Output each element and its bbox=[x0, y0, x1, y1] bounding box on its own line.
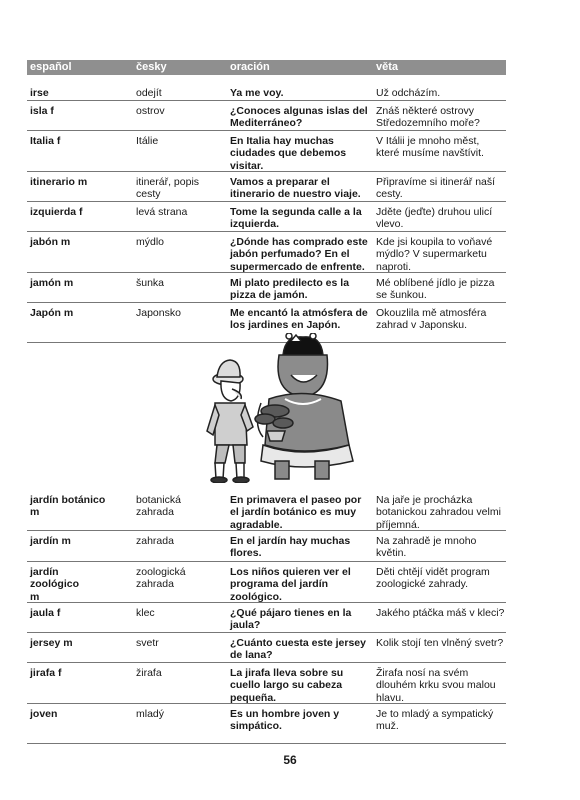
spanish-sentence bbox=[227, 176, 370, 201]
spanish-sentence-line: zoológico. bbox=[230, 590, 282, 603]
spanish-sentence-line: simpático. bbox=[230, 720, 282, 733]
spanish-term-line: Japón m bbox=[30, 307, 74, 319]
spanish-sentence bbox=[227, 607, 370, 632]
spanish-sentence-line: supermercado de enfrente. bbox=[230, 260, 365, 273]
table-row bbox=[27, 202, 506, 232]
czech-sentence-line: Znáš některé ostrovy bbox=[376, 105, 475, 117]
czech-translation bbox=[133, 87, 221, 99]
spanish-sentence-line: ciudades que debemos bbox=[230, 147, 347, 160]
czech-sentence bbox=[373, 637, 506, 649]
czech-translation bbox=[133, 206, 221, 218]
spanish-term-line: izquierda f bbox=[30, 206, 83, 218]
spanish-sentence-line: En Italia hay muchas bbox=[230, 135, 334, 147]
spanish-sentence bbox=[227, 637, 370, 662]
table-row bbox=[27, 131, 506, 172]
spanish-sentence bbox=[227, 566, 370, 603]
czech-sentence bbox=[373, 667, 506, 704]
table-row bbox=[27, 663, 506, 704]
table-row bbox=[27, 232, 506, 273]
spanish-sentence-line: jabón perfumado? En el bbox=[230, 248, 350, 261]
czech-translation bbox=[133, 277, 221, 289]
spanish-sentence bbox=[227, 535, 370, 560]
spanish-sentence-line: pequeña. bbox=[230, 691, 277, 704]
table-row bbox=[27, 273, 506, 303]
czech-translation bbox=[133, 535, 221, 547]
spanish-term-line: m bbox=[30, 506, 40, 519]
czech-sentence bbox=[373, 494, 506, 531]
table-row bbox=[27, 101, 506, 131]
czech-translation-line: mýdlo bbox=[136, 236, 165, 248]
spanish-term-line: jardín zoológico bbox=[30, 566, 79, 591]
czech-translation-line: odejít bbox=[136, 87, 162, 99]
spanish-term bbox=[27, 236, 108, 248]
spanish-term bbox=[27, 607, 108, 619]
spanish-sentence-line: cuello largo su cabeza bbox=[230, 679, 343, 692]
czech-translation-line: zahrada bbox=[136, 578, 174, 591]
table-row bbox=[27, 172, 506, 202]
spanish-sentence-line: Tome la segunda calle a la bbox=[230, 206, 362, 218]
czech-translation-line: šunka bbox=[136, 277, 165, 289]
czech-translation bbox=[133, 494, 221, 519]
czech-translation-line: botanická bbox=[136, 494, 181, 506]
spanish-sentence-line: agradable. bbox=[230, 518, 283, 531]
spanish-term bbox=[27, 307, 108, 319]
spanish-sentence-line: Mediterráneo? bbox=[230, 117, 303, 130]
czech-sentence-line: Mé oblíbené jídlo je pizza bbox=[376, 277, 495, 289]
czech-translation bbox=[133, 105, 221, 117]
spanish-sentence-line: ¿Qué pájaro tienes en la bbox=[230, 607, 352, 619]
row-divider bbox=[27, 743, 506, 744]
spanish-term bbox=[27, 87, 108, 99]
czech-sentence bbox=[373, 277, 506, 302]
czech-sentence-line: Středozemního moře? bbox=[376, 117, 480, 130]
czech-sentence bbox=[373, 236, 506, 273]
spanish-term bbox=[27, 135, 108, 147]
czech-translation bbox=[133, 607, 221, 619]
explorer-and-native-illustration bbox=[203, 333, 363, 483]
czech-translation-line: Itálie bbox=[136, 135, 159, 147]
spanish-sentence-line: ¿Dónde has comprado este bbox=[230, 236, 368, 248]
czech-translation bbox=[133, 708, 221, 720]
czech-sentence bbox=[373, 176, 506, 201]
czech-sentence-line: zahrad v Japonsku. bbox=[376, 319, 468, 332]
table-row bbox=[27, 633, 506, 663]
spanish-sentence-line: ¿Conoces algunas islas del bbox=[230, 105, 368, 117]
czech-sentence-line: V Itálii je mnoho měst, bbox=[376, 135, 480, 147]
czech-translation bbox=[133, 307, 221, 319]
table-row bbox=[27, 83, 506, 101]
spanish-term bbox=[27, 494, 108, 519]
spanish-sentence-line: Mi plato predilecto es la bbox=[230, 277, 350, 289]
czech-sentence-line: cesty. bbox=[376, 188, 403, 201]
czech-sentence bbox=[373, 566, 506, 591]
czech-translation-line: svetr bbox=[136, 637, 159, 649]
spanish-term bbox=[27, 667, 108, 679]
spanish-sentence bbox=[227, 708, 370, 733]
czech-translation-line: zoologická bbox=[136, 566, 186, 578]
czech-sentence bbox=[373, 535, 506, 560]
czech-sentence-line: se šunkou. bbox=[376, 289, 427, 302]
czech-translation-line: Japonsko bbox=[136, 307, 181, 319]
spanish-sentence bbox=[227, 87, 370, 99]
spanish-term-line: jersey m bbox=[30, 637, 73, 649]
czech-sentence-line: Připravíme si itinerář naší bbox=[376, 176, 496, 188]
spanish-sentence bbox=[227, 105, 370, 130]
spanish-sentence bbox=[227, 667, 370, 704]
czech-sentence-line: Jakého ptáčka máš v kleci? bbox=[376, 607, 505, 619]
czech-sentence-line: Na zahradě je mnoho bbox=[376, 535, 477, 547]
spanish-sentence-line: En el jardín hay muchas bbox=[230, 535, 351, 547]
header-czech: česky bbox=[136, 61, 167, 73]
spanish-term-line: irse bbox=[30, 87, 49, 99]
czech-sentence-line: dlouhém krku svou malou bbox=[376, 679, 496, 692]
czech-translation-line: klec bbox=[136, 607, 155, 619]
czech-translation bbox=[133, 176, 221, 201]
spanish-sentence-line: itinerario de nuestro viaje. bbox=[230, 188, 361, 201]
spanish-term bbox=[27, 176, 108, 188]
spanish-sentence-line: ¿Cuánto cuesta este jersey bbox=[230, 637, 366, 649]
header-spanish: español bbox=[30, 61, 72, 73]
spanish-sentence-line: Vamos a preparar el bbox=[230, 176, 330, 188]
table-row bbox=[27, 603, 506, 633]
czech-translation-line: cesty bbox=[136, 188, 161, 201]
spanish-sentence bbox=[227, 135, 370, 172]
czech-translation bbox=[133, 135, 221, 147]
spanish-term-line: jabón m bbox=[30, 236, 71, 248]
page-number: 56 bbox=[283, 753, 297, 767]
spanish-sentence-line: Me encantó la atmósfera de bbox=[230, 307, 368, 319]
spanish-term-line: joven bbox=[30, 708, 58, 720]
czech-translation-line: itinerář, popis bbox=[136, 176, 200, 188]
czech-sentence-line: které musíme navštívit. bbox=[376, 147, 484, 160]
spanish-term-line: jaula f bbox=[30, 607, 61, 619]
czech-sentence-line: muž. bbox=[376, 720, 399, 733]
table-row bbox=[27, 562, 506, 603]
spanish-sentence-line: programa del jardín bbox=[230, 578, 329, 591]
czech-translation-line: mladý bbox=[136, 708, 165, 720]
table-header bbox=[27, 60, 506, 75]
spanish-term-line: jamón m bbox=[30, 277, 74, 289]
spanish-sentence-line: jaula? bbox=[230, 619, 261, 632]
spanish-term bbox=[27, 206, 108, 218]
spanish-sentence-line: Los niños quieren ver el bbox=[230, 566, 351, 578]
czech-sentence-line: vlevo. bbox=[376, 218, 404, 231]
spanish-term-line: itinerario m bbox=[30, 176, 88, 188]
spanish-sentence-line: el jardín botánico es muy bbox=[230, 506, 357, 519]
spanish-sentence-line: pizza de jamón. bbox=[230, 289, 308, 302]
czech-sentence-line: Žirafa nosí na svém bbox=[376, 667, 469, 679]
spanish-term-line: m bbox=[30, 590, 40, 603]
spanish-term bbox=[27, 708, 108, 720]
spanish-term bbox=[27, 277, 108, 289]
czech-translation-line: zahrada bbox=[136, 506, 174, 519]
czech-sentence-line: Okouzlila mě atmosféra bbox=[376, 307, 487, 319]
czech-translation bbox=[133, 667, 221, 679]
czech-translation-line: žirafa bbox=[136, 667, 162, 679]
czech-sentence bbox=[373, 135, 506, 160]
header-veta: věta bbox=[376, 61, 399, 73]
spanish-sentence-line: visitar. bbox=[230, 159, 264, 172]
spanish-sentence-line: Es un hombre joven y bbox=[230, 708, 340, 720]
spanish-sentence bbox=[227, 236, 370, 273]
spanish-term bbox=[27, 566, 108, 603]
spanish-sentence-line: de lana? bbox=[230, 649, 273, 662]
spanish-term-line: isla f bbox=[30, 105, 54, 117]
spanish-term bbox=[27, 535, 108, 547]
table-row bbox=[27, 531, 506, 562]
czech-sentence-line: Na jaře je procházka bbox=[376, 494, 473, 506]
czech-translation bbox=[133, 236, 221, 248]
czech-sentence-line: Už odcházím. bbox=[376, 87, 441, 99]
czech-sentence-line: zoologické zahrady. bbox=[376, 578, 469, 591]
spanish-term-line: jardín m bbox=[30, 535, 71, 547]
czech-sentence-line: Kde jsi koupila to voňavé bbox=[376, 236, 493, 248]
explorer-figure bbox=[207, 360, 253, 483]
spanish-sentence bbox=[227, 206, 370, 231]
czech-translation-line: levá strana bbox=[136, 206, 188, 218]
czech-sentence-line: Jděte (jeďte) druhou ulicí bbox=[376, 206, 493, 218]
czech-sentence bbox=[373, 607, 506, 619]
header-sentence: oración bbox=[230, 61, 270, 73]
spanish-sentence-line: En primavera el paseo por bbox=[230, 494, 362, 506]
spanish-sentence bbox=[227, 494, 370, 531]
czech-sentence bbox=[373, 307, 506, 332]
spanish-term bbox=[27, 637, 108, 649]
czech-sentence-line: mýdlo? V supermarketu bbox=[376, 248, 487, 261]
spanish-term-line: jardín botánico bbox=[30, 494, 106, 506]
czech-sentence-line: květin. bbox=[376, 547, 407, 560]
spanish-sentence-line: flores. bbox=[230, 547, 262, 560]
spanish-sentence-line: Ya me voy. bbox=[230, 87, 284, 99]
czech-sentence-line: Děti chtějí vidět program bbox=[376, 566, 490, 578]
czech-translation bbox=[133, 566, 221, 591]
czech-sentence bbox=[373, 206, 506, 231]
czech-sentence bbox=[373, 708, 506, 733]
spanish-term-line: Italia f bbox=[30, 135, 61, 147]
czech-translation-line: zahrada bbox=[136, 535, 174, 547]
table-row bbox=[27, 704, 506, 744]
native-figure bbox=[255, 333, 353, 479]
spanish-sentence-line: los jardines en Japón. bbox=[230, 319, 341, 332]
czech-sentence-line: hlavu. bbox=[376, 691, 405, 704]
czech-sentence-line: naproti. bbox=[376, 260, 412, 273]
spanish-term bbox=[27, 105, 108, 117]
czech-sentence-line: příjemná. bbox=[376, 518, 420, 531]
czech-translation bbox=[133, 637, 221, 649]
czech-sentence-line: Je to mladý a sympatický bbox=[376, 708, 494, 720]
spanish-term-line: jirafa f bbox=[30, 667, 62, 679]
czech-sentence bbox=[373, 105, 506, 130]
spanish-sentence bbox=[227, 277, 370, 302]
czech-sentence-line: botanickou zahradou velmi bbox=[376, 506, 501, 519]
spanish-sentence-line: izquierda. bbox=[230, 218, 280, 231]
spanish-sentence bbox=[227, 307, 370, 332]
table-row bbox=[27, 490, 506, 531]
czech-translation-line: ostrov bbox=[136, 105, 165, 117]
spanish-sentence-line: La jirafa lleva sobre su bbox=[230, 667, 344, 679]
czech-sentence-line: Kolik stojí ten vlněný svetr? bbox=[376, 637, 504, 649]
czech-sentence bbox=[373, 87, 506, 99]
